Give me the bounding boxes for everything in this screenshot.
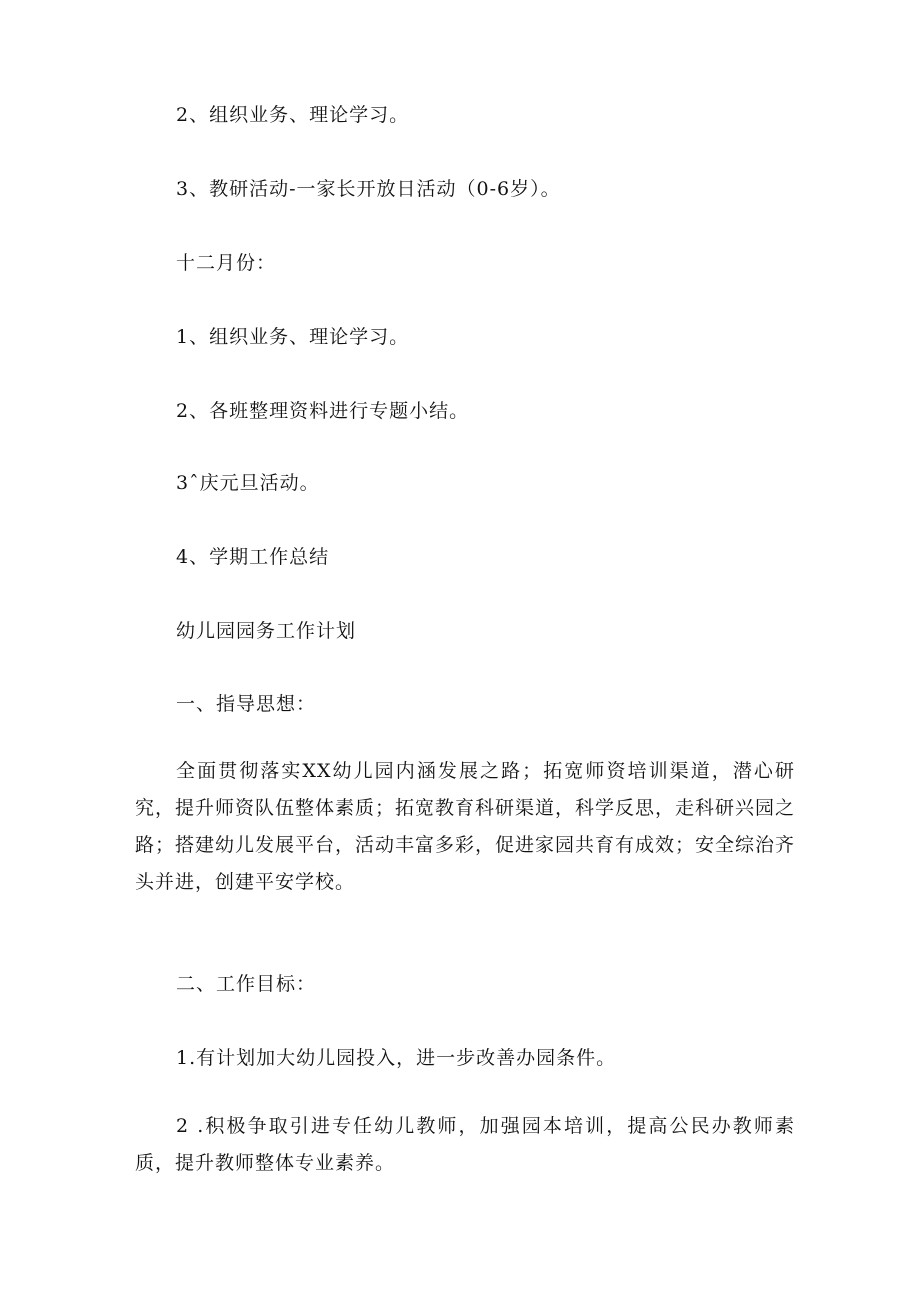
- item-december-3: 3ˆ庆元旦活动。: [176, 472, 320, 494]
- item-december-1: 1、组织业务、理论学习。: [176, 326, 410, 348]
- month-heading-december: 十二月份：: [176, 252, 277, 274]
- item-november-3: 3、教研活动-一家长开放日活动（0-6岁）。: [176, 178, 561, 200]
- goal-item-1: 1.有计划加大幼儿园投入，进一步改善办园条件。: [176, 1047, 617, 1069]
- item-november-2: 2、组织业务、理论学习。: [176, 104, 410, 126]
- goal-item-2: 2 .积极争取引进专任幼儿教师，加强园本培训，提高公民办教师素质，提升教师整体专业素养。: [135, 1115, 795, 1174]
- item-december-4: 4、学期工作总结: [176, 546, 330, 568]
- section-heading-guiding-thought: 一、指导思想：: [176, 693, 317, 715]
- item-december-2: 2、各班整理资料进行专题小结。: [176, 400, 470, 422]
- plan-title: 幼儿园园务工作计划: [176, 620, 357, 642]
- guiding-thought-paragraph: 全面贯彻落实XX幼儿园内涵发展之路；拓宽师资培训渠道，潜心研究，提升师资队伍整体素质；拓宽教育科研渠道，科学反思，走科研兴园之路；搭建幼儿发展平台，活动丰富多彩，促进家园共育有成效；安全综治齐头并进，创建平安学校。: [135, 760, 796, 893]
- section-heading-work-goals: 二、工作目标：: [176, 973, 317, 995]
